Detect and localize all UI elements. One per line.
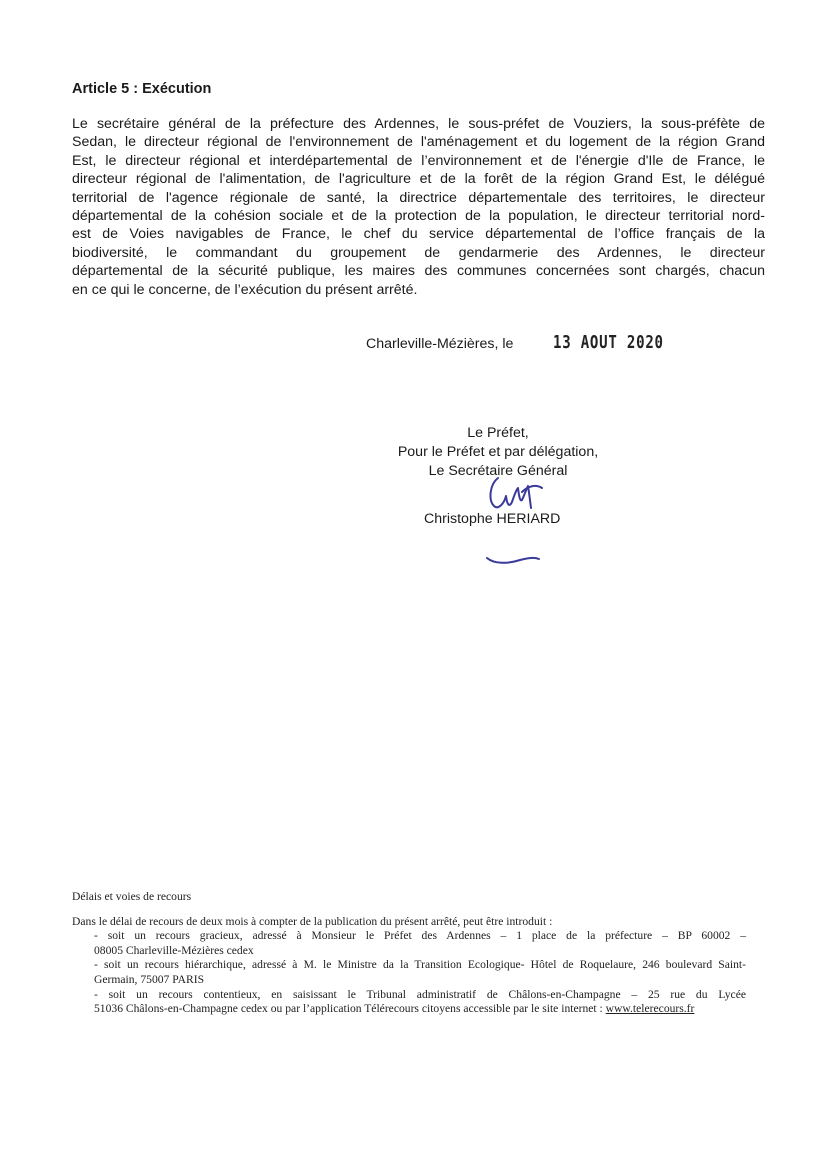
article-title: Article 5 : Exécution	[72, 81, 212, 97]
appeal-notice	[72, 890, 746, 1017]
telerecours-link[interactable]: www.telerecours.fr	[605, 1002, 695, 1016]
signature-flourish	[484, 550, 544, 570]
delegation-line: Pour le Préfet et par délégation,	[397, 444, 599, 460]
date-stamp: 13 AOUT 2020	[553, 332, 664, 353]
appeal-line: - soit un recours contentieux, en saisissant le Tribunal administratif de Châlons-en-Champagne – 25 rue du Lycée	[94, 987, 746, 1001]
appeal-line-with-link	[72, 1002, 746, 1017]
body-line: en ce qui le concerne, de l’exécution du présent arrêté.	[72, 281, 418, 298]
body-line: Est, le directeur régional et interdépartemental de l’environnement et de l'énergie d'Ile de France, le	[72, 152, 765, 169]
body-line: Le secrétaire général de la préfecture des Ardennes, le sous-préfet de Vouziers, la sous-préfète de	[72, 116, 765, 132]
body-line: directeur régional de l'alimentation, de l'agriculture et de la forêt de la région Grand Est, le délégué	[72, 171, 765, 188]
dateline-place: Charleville-Mézières, le	[366, 336, 514, 352]
signatory-name: Christophe HERIARD	[424, 511, 561, 527]
body-line: départemental de la cohésion sociale et de la protection de la population, le directeur territorial nord-	[72, 208, 765, 225]
appeal-line-text: 51036 Châlons-en-Champagne cedex ou par l’application Télérecours citoyens accessible par le site internet :	[94, 1002, 606, 1016]
body-line: Sedan, le directeur régional de l'environnement de l'aménagement et du logement de la région Grand	[72, 134, 765, 151]
appeal-line: 08005 Charleville-Mézières cedex	[94, 943, 254, 957]
appeal-heading: Délais et voies de recours	[72, 890, 192, 903]
body-line: est de Voies navigables de France, le chef du service départemental de l’office français de la	[72, 226, 765, 243]
body-line: territorial de l'agence régionale de santé, la directrice départementale des territoires, le directeur	[72, 189, 765, 206]
signatory-role: Le Secrétaire Général	[428, 463, 568, 479]
appeal-line: - soit un recours gracieux, adressé à Monsieur le Préfet des Ardennes – 1 place de la préfecture – BP 60002 –	[94, 929, 746, 943]
appeal-line: - soit un recours hiérarchique, adressé à M. le Ministre da la Transition Ecologique- Hôtel de Roquelaure, 246 boulevard Saint-	[94, 958, 746, 972]
signatory-title: Le Préfet,	[467, 425, 529, 441]
article-body	[72, 115, 765, 299]
appeal-line: Dans le délai de recours de deux mois à compter de la publication du présent arrêté, peut être introduit :	[72, 914, 553, 928]
appeal-line: Germain, 75007 PARIS	[94, 972, 205, 986]
body-line: départemental de la sécurité publique, les maires des communes concernées sont chargés, chacun	[72, 263, 765, 280]
body-line: biodiversité, le commandant du groupement de gendarmerie des Ardennes, le directeur	[72, 244, 765, 261]
